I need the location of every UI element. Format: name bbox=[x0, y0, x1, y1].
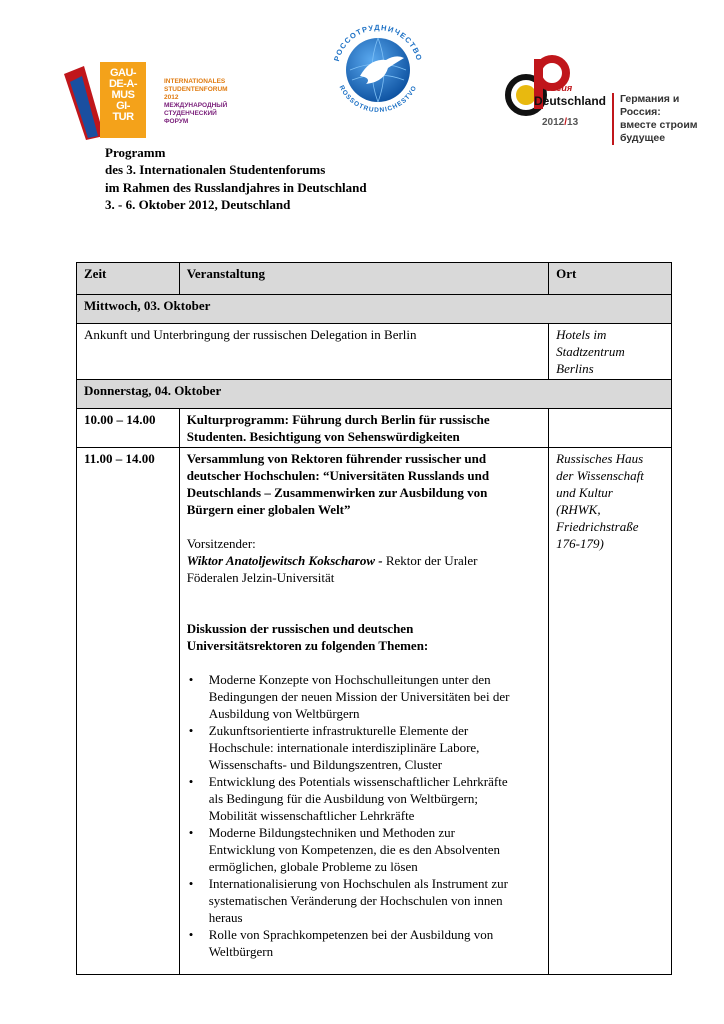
event-line: Bürgern einer globalen Welt” bbox=[186, 502, 351, 517]
topic-line: ermöglichen, globale Probleme zu lösen bbox=[208, 859, 418, 874]
years-sep: / bbox=[564, 117, 568, 128]
gaudeamus-logo bbox=[60, 62, 240, 142]
brand-top-text: Россия bbox=[540, 83, 573, 93]
place-line: und Kultur bbox=[556, 485, 613, 500]
discussion-title bbox=[187, 620, 541, 654]
event-text: Ankunft und Unterbringung der russischen Delegation in Berlin bbox=[84, 327, 417, 342]
badge-line: MUS bbox=[111, 89, 135, 101]
slogan-line: Германия и Россия: bbox=[620, 93, 680, 118]
topic-line: • Entwicklung des Potentials wissenschaftlicher Lehrkräfte bbox=[208, 774, 508, 789]
caption-line: СТУДЕНЧЕСКИЙ bbox=[164, 110, 217, 117]
caption-line: ФОРУМ bbox=[164, 118, 189, 125]
place-line: Friedrichstraße bbox=[556, 519, 639, 534]
topic-line: Weltbürgern bbox=[208, 944, 274, 959]
chair-name: Wiktor Anatoljewitsch Kokscharow - bbox=[186, 553, 383, 568]
topic-line: Entwicklung von Kompetenzen, die es den Absolventen bbox=[208, 842, 501, 857]
chair-label: Vorsitzender: bbox=[186, 536, 256, 551]
day-row-wednesday bbox=[77, 295, 672, 324]
program-heading bbox=[105, 144, 367, 213]
event-cell bbox=[179, 448, 548, 975]
place-line: Stadtzentrum bbox=[556, 344, 625, 359]
logo-top-text: РОССОТРУДНИЧЕСТВО bbox=[332, 22, 424, 63]
place-line: (RHWK, bbox=[556, 502, 601, 517]
place-cell bbox=[549, 448, 672, 975]
event-line: Versammlung von Rektoren führender russischer und bbox=[186, 451, 487, 466]
topics-list bbox=[187, 671, 541, 960]
list-item bbox=[187, 875, 541, 926]
topic-line: als Bedingung für die Ausbildung von Weltbürgern; bbox=[208, 791, 478, 806]
place-cell bbox=[549, 324, 672, 380]
place-line: Russisches Haus bbox=[556, 451, 644, 466]
list-item bbox=[187, 671, 541, 722]
discussion-line: Universitätsrektoren zu folgenden Themen: bbox=[186, 638, 429, 653]
table-header-row bbox=[77, 263, 672, 295]
topic-line: Wissenschafts- und Bildungszentren, Cluster bbox=[208, 757, 443, 772]
day-title: Mittwoch, 03. Oktober bbox=[77, 295, 672, 324]
gaudeamus-badge bbox=[100, 62, 146, 138]
table-row bbox=[77, 448, 672, 975]
heading-line: des 3. Internationalen Studentenforums bbox=[105, 162, 326, 178]
list-item bbox=[187, 824, 541, 875]
caption-line: INTERNATIONALES bbox=[164, 78, 226, 85]
event-line: Studenten. Besichtigung von Sehenswürdigkeiten bbox=[186, 429, 460, 444]
rossotrudnichestvo-logo bbox=[326, 18, 430, 122]
badge-line: GI- bbox=[116, 100, 130, 112]
topic-line: • Zukunftsorientierte infrastrukturelle Elemente der bbox=[208, 723, 469, 738]
topic-line: Hochschule: internationale interdisziplinäre Labore, bbox=[208, 740, 480, 755]
heading-line: Programm bbox=[105, 145, 166, 160]
badge-line: GAU- bbox=[109, 67, 137, 79]
discussion-line: Diskussion der russischen und deutschen bbox=[186, 621, 414, 636]
place-line: der Wissenschaft bbox=[556, 468, 644, 483]
event-line: Deutschlands – Zusammenwirken zur Ausbildung von bbox=[186, 485, 488, 500]
topic-line: • Moderne Konzepte von Hochschulleitungen unter den bbox=[208, 672, 491, 687]
table-row bbox=[77, 409, 672, 448]
table-row bbox=[77, 324, 672, 380]
brand-bottom-text: Deutschland bbox=[534, 94, 607, 108]
caption-year: 2012 bbox=[164, 94, 179, 101]
germany-russia-year-logo bbox=[504, 55, 714, 144]
years-start: 2012 bbox=[542, 117, 565, 128]
caption-line: STUDENTENFORUM bbox=[164, 86, 228, 93]
place-line: Berlins bbox=[556, 361, 594, 376]
chair-line bbox=[187, 552, 541, 569]
topic-line: • Rolle von Sprachkompetenzen bei der Ausbildung von bbox=[208, 927, 494, 942]
slogan-line: будущее bbox=[620, 132, 666, 144]
gaudeamus-caption bbox=[164, 78, 244, 126]
dp-monogram-icon bbox=[504, 55, 608, 119]
chair-role: Föderalen Jelzin-Universität bbox=[186, 570, 335, 585]
time-cell: 11.00 – 14.00 bbox=[77, 448, 180, 975]
topic-line: heraus bbox=[208, 910, 243, 925]
event-cell bbox=[179, 409, 548, 448]
event-line: deutscher Hochschulen: “Universitäten Russlands und bbox=[186, 468, 490, 483]
program-table bbox=[76, 262, 672, 975]
topic-line: • Internationalisierung von Hochschulen als Instrument zur bbox=[208, 876, 508, 891]
header-event: Veranstaltung bbox=[179, 263, 548, 295]
topic-line: systematischen Veränderung der Hochschulen von innen bbox=[208, 893, 503, 908]
topic-line: • Moderne Bildungstechniken und Methoden zur bbox=[208, 825, 455, 840]
topic-line: Ausbildung von Weltbürgern bbox=[208, 706, 360, 721]
germany-slogan bbox=[612, 93, 714, 145]
heading-line: 3. - 6. Oktober 2012, Deutschland bbox=[105, 196, 291, 212]
header-time: Zeit bbox=[77, 263, 180, 295]
event-cell bbox=[77, 324, 549, 380]
caption-line: МЕЖДУНАРОДНЫЙ bbox=[164, 102, 228, 109]
dove-globe-icon bbox=[326, 18, 430, 122]
chair-role: Rektor der Uraler bbox=[382, 553, 478, 568]
badge-line: TUR bbox=[112, 111, 134, 123]
event-line: Kulturprogramm: Führung durch Berlin für russische bbox=[186, 412, 490, 427]
list-item bbox=[187, 722, 541, 773]
place-line: Hotels im bbox=[556, 327, 607, 342]
germany-years bbox=[542, 117, 578, 128]
slogan-line: вместе строим bbox=[620, 119, 698, 131]
years-end: 13 bbox=[567, 117, 579, 128]
day-row-thursday bbox=[77, 380, 672, 409]
list-item bbox=[187, 926, 541, 960]
time-cell: 10.00 – 14.00 bbox=[77, 409, 180, 448]
badge-line: DE-A- bbox=[108, 78, 138, 90]
place-line: 176-179) bbox=[556, 536, 604, 551]
heading-line: im Rahmen des Russlandjahres in Deutschland bbox=[105, 179, 367, 195]
topic-line: Mobilität wissenschaftlicher Lehrkräfte bbox=[208, 808, 415, 823]
day-title: Donnerstag, 04. Oktober bbox=[77, 380, 672, 409]
place-cell bbox=[549, 409, 672, 448]
logo-bottom-text: ROSSOTRUDNICHESTVO bbox=[337, 84, 419, 115]
header-place: Ort bbox=[549, 263, 672, 295]
assembly-title bbox=[187, 450, 541, 518]
topic-line: Bedingungen der neuen Mission der Universitäten bei der bbox=[208, 689, 510, 704]
list-item bbox=[187, 773, 541, 824]
